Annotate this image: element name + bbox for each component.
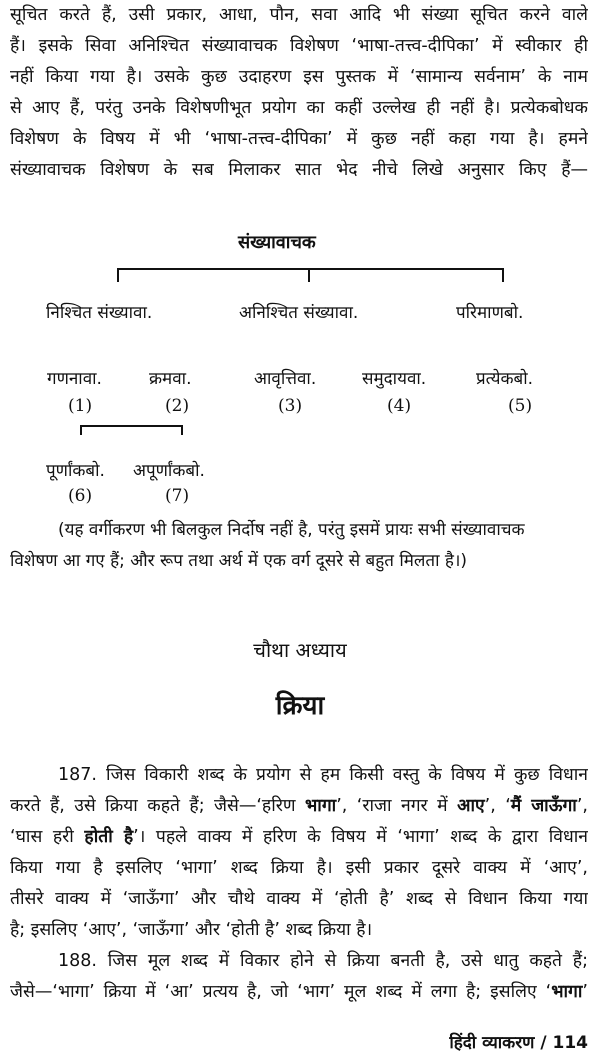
text-line: (यह वर्गीकरण भी बिलकुल निर्दोष नहीं है, परंतु इसमें प्रायः सभी संख्यावाचक	[58, 520, 525, 540]
tree-node-quantity: परिमाणबो.	[456, 303, 524, 323]
classification-tree	[0, 222, 600, 512]
text-line: 188. जिस मूल शब्द में विकार होने से क्रिया बनती है, उसे धातु कहते हैं;	[58, 951, 588, 971]
text-line: करते हैं, उसे क्रिया कहते हैं; जैसे—‘हरिण भागा’, ‘राजा नगर में आए’, ‘मैं जाऊँगा’,	[10, 796, 588, 816]
tree-connector	[117, 268, 119, 282]
page-footer: हिंदी व्याकरण / 114	[449, 1033, 588, 1053]
text-line: किया गया है इसलिए ‘भागा’ शब्द क्रिया है। इसी प्रकार दूसरे वाक्य में ‘आए’,	[10, 858, 588, 878]
tree-connector	[80, 425, 82, 435]
text-line: संख्यावाचक विशेषण के सब मिलाकर सात भेद नीचे लिखे अनुसार किए हैं—	[10, 160, 588, 180]
tree-number: (3)	[278, 396, 303, 416]
tree-connector	[502, 268, 504, 282]
tree-number: (4)	[387, 396, 412, 416]
classification-note	[10, 515, 588, 577]
intro-paragraph	[10, 0, 588, 186]
text-line: 187. जिस विकारी शब्द के प्रयोग से हम किसी वस्तु के विषय में कुछ विधान	[58, 765, 588, 785]
section-paragraph	[10, 760, 588, 1008]
tree-node-cardinal: गणनावा.	[47, 369, 102, 389]
text-line: है; इसलिए ‘आए’, ‘जाऊँगा’ और ‘होती है’ शब्द क्रिया है।	[10, 920, 373, 940]
tree-number: (2)	[165, 396, 190, 416]
section-heading: क्रिया	[275, 691, 325, 721]
text-line: सूचित करते हैं, उसी प्रकार, आधा, पौन, सवा आदि भी संख्या सूचित करने वाले	[10, 5, 588, 25]
text-line: तीसरे वाक्य में ‘जाऊँगा’ और चौथे वाक्य में ‘होती है’ शब्द से विधान किया गया	[10, 889, 588, 909]
tree-node-whole: पूर्णांकबो.	[46, 461, 105, 481]
tree-connector	[181, 425, 183, 435]
tree-root: संख्यावाचक	[238, 232, 316, 253]
text-line: जैसे—‘भागा’ क्रिया में ‘आ’ प्रत्यय है, जो ‘भाग’ मूल शब्द में लगा है; इसलिए ‘भागा’	[10, 982, 588, 1002]
text-line: नहीं किया गया है। उसके कुछ उदाहरण इस पुस्तक में ‘सामान्य सर्वनाम’ के नाम	[10, 67, 588, 87]
text-line: विशेषण आ गए हैं; और रूप तथा अर्थ में एक वर्ग दूसरे से बहुत मिलता है।)	[10, 551, 468, 571]
tree-node-multiplicative: आवृत्तिवा.	[254, 369, 317, 389]
text-line: ‘घास हरी होती है’। पहले वाक्य में हरिण के विषय में ‘भागा’ शब्द के द्वारा विधान	[10, 827, 588, 847]
tree-number: (6)	[68, 486, 93, 506]
tree-node-distributive: प्रत्येकबो.	[476, 369, 534, 389]
tree-number: (7)	[165, 486, 190, 506]
tree-connector	[117, 268, 503, 270]
tree-node-fraction: अपूर्णांकबो.	[133, 461, 205, 481]
tree-connector	[308, 268, 310, 282]
text-line: विशेषण के विषय में भी ‘भाषा-तत्त्व-दीपिका’ में कुछ नहीं कहा गया है। हमने	[10, 129, 588, 149]
tree-node-collective: समुदायवा.	[362, 369, 427, 389]
text-line: से आए हैं, परंतु उनके विशेषणीभूत प्रयोग का कहीं उल्लेख ही नहीं है। प्रत्येकबोधक	[10, 98, 588, 118]
tree-number: (5)	[508, 396, 533, 416]
tree-node-definite: निश्चित संख्यावा.	[46, 303, 153, 323]
tree-node-indefinite: अनिश्चित संख्यावा.	[239, 303, 359, 323]
tree-node-ordinal: क्रमवा.	[149, 369, 192, 389]
tree-number: (1)	[68, 396, 93, 416]
tree-connector	[80, 425, 182, 427]
text-line: हैं। इसके सिवा अनिश्चित संख्यावाचक विशेषण ‘भाषा-तत्त्व-दीपिका’ में स्वीकार ही	[10, 36, 588, 56]
chapter-title: चौथा अध्याय	[253, 638, 347, 662]
